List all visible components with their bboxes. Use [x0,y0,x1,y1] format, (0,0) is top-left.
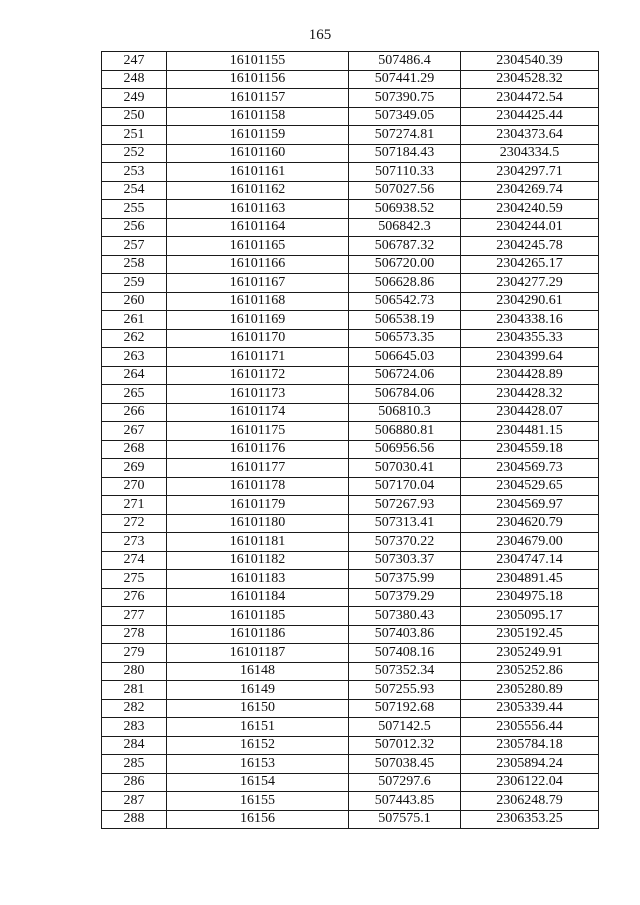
y-coordinate-cell: 2304428.89 [461,366,599,385]
row-index-cell: 256 [102,218,167,237]
y-coordinate-cell: 2305280.89 [461,681,599,700]
x-coordinate-cell: 507192.68 [349,699,461,718]
y-coordinate-cell: 2304399.64 [461,348,599,367]
y-coordinate-cell: 2304338.16 [461,311,599,330]
x-coordinate-cell: 507030.41 [349,459,461,478]
y-coordinate-cell: 2304245.78 [461,237,599,256]
row-index-cell: 264 [102,366,167,385]
table-row [102,514,599,533]
row-index-cell: 284 [102,736,167,755]
point-id-cell: 16101183 [167,570,349,589]
table-row [102,144,599,163]
x-coordinate-cell: 507170.04 [349,477,461,496]
row-index-cell: 277 [102,607,167,626]
point-id-cell: 16101177 [167,459,349,478]
x-coordinate-cell: 507274.81 [349,126,461,145]
x-coordinate-cell: 507441.29 [349,70,461,89]
table-row [102,607,599,626]
row-index-cell: 271 [102,496,167,515]
row-index-cell: 261 [102,311,167,330]
table-row [102,218,599,237]
point-id-cell: 16148 [167,662,349,681]
x-coordinate-cell: 506573.35 [349,329,461,348]
row-index-cell: 252 [102,144,167,163]
point-id-cell: 16101160 [167,144,349,163]
x-coordinate-cell: 506787.32 [349,237,461,256]
y-coordinate-cell: 2305249.91 [461,644,599,663]
y-coordinate-cell: 2305556.44 [461,718,599,737]
x-coordinate-cell: 507297.6 [349,773,461,792]
row-index-cell: 278 [102,625,167,644]
x-coordinate-cell: 507486.4 [349,52,461,71]
x-coordinate-cell: 506810.3 [349,403,461,422]
table-row [102,533,599,552]
point-id-cell: 16155 [167,792,349,811]
x-coordinate-cell: 506645.03 [349,348,461,367]
row-index-cell: 281 [102,681,167,700]
table-row [102,477,599,496]
x-coordinate-cell: 507380.43 [349,607,461,626]
row-index-cell: 249 [102,89,167,108]
table-row [102,292,599,311]
x-coordinate-cell: 506628.86 [349,274,461,293]
point-id-cell: 16101164 [167,218,349,237]
x-coordinate-cell: 507390.75 [349,89,461,108]
x-coordinate-cell: 507349.05 [349,107,461,126]
row-index-cell: 266 [102,403,167,422]
row-index-cell: 269 [102,459,167,478]
row-index-cell: 279 [102,644,167,663]
x-coordinate-cell: 507575.1 [349,810,461,829]
coordinates-table-body [102,52,599,829]
point-id-cell: 16101186 [167,625,349,644]
row-index-cell: 262 [102,329,167,348]
x-coordinate-cell: 506538.19 [349,311,461,330]
y-coordinate-cell: 2304891.45 [461,570,599,589]
point-id-cell: 16101174 [167,403,349,422]
table-row [102,625,599,644]
y-coordinate-cell: 2306122.04 [461,773,599,792]
y-coordinate-cell: 2304269.74 [461,181,599,200]
row-index-cell: 254 [102,181,167,200]
row-index-cell: 255 [102,200,167,219]
y-coordinate-cell: 2306353.25 [461,810,599,829]
point-id-cell: 16101162 [167,181,349,200]
row-index-cell: 285 [102,755,167,774]
y-coordinate-cell: 2304240.59 [461,200,599,219]
table-row [102,366,599,385]
row-index-cell: 275 [102,570,167,589]
point-id-cell: 16156 [167,810,349,829]
row-index-cell: 282 [102,699,167,718]
table-row [102,699,599,718]
table-row [102,255,599,274]
y-coordinate-cell: 2304569.73 [461,459,599,478]
row-index-cell: 270 [102,477,167,496]
y-coordinate-cell: 2304975.18 [461,588,599,607]
table-row [102,496,599,515]
x-coordinate-cell: 507403.86 [349,625,461,644]
row-index-cell: 257 [102,237,167,256]
point-id-cell: 16101166 [167,255,349,274]
y-coordinate-cell: 2304373.64 [461,126,599,145]
x-coordinate-cell: 507303.37 [349,551,461,570]
y-coordinate-cell: 2304529.65 [461,477,599,496]
coordinates-table [101,51,599,829]
x-coordinate-cell: 507375.99 [349,570,461,589]
page-number: 165 [308,27,332,43]
table-row [102,570,599,589]
y-coordinate-cell: 2304355.33 [461,329,599,348]
x-coordinate-cell: 507110.33 [349,163,461,182]
x-coordinate-cell: 506720.00 [349,255,461,274]
row-index-cell: 273 [102,533,167,552]
table-row [102,644,599,663]
point-id-cell: 16101157 [167,89,349,108]
point-id-cell: 16154 [167,773,349,792]
x-coordinate-cell: 507313.41 [349,514,461,533]
table-row [102,792,599,811]
row-index-cell: 268 [102,440,167,459]
y-coordinate-cell: 2304528.32 [461,70,599,89]
table-row [102,662,599,681]
row-index-cell: 272 [102,514,167,533]
point-id-cell: 16101171 [167,348,349,367]
row-index-cell: 267 [102,422,167,441]
point-id-cell: 16101176 [167,440,349,459]
row-index-cell: 283 [102,718,167,737]
x-coordinate-cell: 507142.5 [349,718,461,737]
y-coordinate-cell: 2304620.79 [461,514,599,533]
table-row [102,810,599,829]
y-coordinate-cell: 2305252.86 [461,662,599,681]
row-index-cell: 258 [102,255,167,274]
row-index-cell: 251 [102,126,167,145]
x-coordinate-cell: 506842.3 [349,218,461,237]
y-coordinate-cell: 2304425.44 [461,107,599,126]
x-coordinate-cell: 506724.06 [349,366,461,385]
table-row [102,52,599,71]
table-row [102,163,599,182]
table-row [102,681,599,700]
row-index-cell: 259 [102,274,167,293]
point-id-cell: 16151 [167,718,349,737]
y-coordinate-cell: 2304334.5 [461,144,599,163]
point-id-cell: 16101167 [167,274,349,293]
y-coordinate-cell: 2305894.24 [461,755,599,774]
y-coordinate-cell: 2304569.97 [461,496,599,515]
table-row [102,736,599,755]
table-row [102,200,599,219]
point-id-cell: 16101170 [167,329,349,348]
point-id-cell: 16101168 [167,292,349,311]
x-coordinate-cell: 506784.06 [349,385,461,404]
x-coordinate-cell: 507408.16 [349,644,461,663]
table-row [102,459,599,478]
point-id-cell: 16101165 [167,237,349,256]
point-id-cell: 16101179 [167,496,349,515]
x-coordinate-cell: 507352.34 [349,662,461,681]
y-coordinate-cell: 2305192.45 [461,625,599,644]
point-id-cell: 16101155 [167,52,349,71]
point-id-cell: 16152 [167,736,349,755]
row-index-cell: 247 [102,52,167,71]
table-row [102,588,599,607]
y-coordinate-cell: 2306248.79 [461,792,599,811]
point-id-cell: 16101184 [167,588,349,607]
point-id-cell: 16149 [167,681,349,700]
point-id-cell: 16101181 [167,533,349,552]
x-coordinate-cell: 507267.93 [349,496,461,515]
x-coordinate-cell: 507184.43 [349,144,461,163]
table-row [102,551,599,570]
point-id-cell: 16101158 [167,107,349,126]
row-index-cell: 263 [102,348,167,367]
table-row [102,385,599,404]
x-coordinate-cell: 507379.29 [349,588,461,607]
x-coordinate-cell: 507027.56 [349,181,461,200]
row-index-cell: 274 [102,551,167,570]
table-row [102,311,599,330]
point-id-cell: 16101173 [167,385,349,404]
point-id-cell: 16150 [167,699,349,718]
point-id-cell: 16101182 [167,551,349,570]
x-coordinate-cell: 506956.56 [349,440,461,459]
y-coordinate-cell: 2304559.18 [461,440,599,459]
table-row [102,348,599,367]
y-coordinate-cell: 2304244.01 [461,218,599,237]
table-row [102,107,599,126]
table-row [102,181,599,200]
x-coordinate-cell: 507443.85 [349,792,461,811]
table-row [102,70,599,89]
y-coordinate-cell: 2304679.00 [461,533,599,552]
point-id-cell: 16101180 [167,514,349,533]
y-coordinate-cell: 2304290.61 [461,292,599,311]
row-index-cell: 248 [102,70,167,89]
table-row [102,422,599,441]
row-index-cell: 287 [102,792,167,811]
table-row [102,126,599,145]
table-row [102,755,599,774]
point-id-cell: 16101172 [167,366,349,385]
table-row [102,329,599,348]
y-coordinate-cell: 2305784.18 [461,736,599,755]
row-index-cell: 265 [102,385,167,404]
point-id-cell: 16101185 [167,607,349,626]
row-index-cell: 253 [102,163,167,182]
point-id-cell: 16101178 [167,477,349,496]
point-id-cell: 16101156 [167,70,349,89]
y-coordinate-cell: 2304297.71 [461,163,599,182]
point-id-cell: 16101159 [167,126,349,145]
y-coordinate-cell: 2304540.39 [461,52,599,71]
row-index-cell: 250 [102,107,167,126]
point-id-cell: 16101161 [167,163,349,182]
table-row [102,403,599,422]
y-coordinate-cell: 2304428.32 [461,385,599,404]
row-index-cell: 260 [102,292,167,311]
x-coordinate-cell: 507370.22 [349,533,461,552]
table-row [102,237,599,256]
table-row [102,89,599,108]
x-coordinate-cell: 506880.81 [349,422,461,441]
x-coordinate-cell: 507255.93 [349,681,461,700]
x-coordinate-cell: 506542.73 [349,292,461,311]
x-coordinate-cell: 506938.52 [349,200,461,219]
row-index-cell: 288 [102,810,167,829]
row-index-cell: 280 [102,662,167,681]
y-coordinate-cell: 2305095.17 [461,607,599,626]
point-id-cell: 16101187 [167,644,349,663]
y-coordinate-cell: 2304265.17 [461,255,599,274]
table-row [102,440,599,459]
table-row [102,274,599,293]
y-coordinate-cell: 2305339.44 [461,699,599,718]
point-id-cell: 16101175 [167,422,349,441]
y-coordinate-cell: 2304472.54 [461,89,599,108]
y-coordinate-cell: 2304428.07 [461,403,599,422]
row-index-cell: 286 [102,773,167,792]
y-coordinate-cell: 2304277.29 [461,274,599,293]
table-row [102,718,599,737]
x-coordinate-cell: 507012.32 [349,736,461,755]
y-coordinate-cell: 2304747.14 [461,551,599,570]
y-coordinate-cell: 2304481.15 [461,422,599,441]
point-id-cell: 16153 [167,755,349,774]
point-id-cell: 16101169 [167,311,349,330]
table-row [102,773,599,792]
x-coordinate-cell: 507038.45 [349,755,461,774]
row-index-cell: 276 [102,588,167,607]
point-id-cell: 16101163 [167,200,349,219]
